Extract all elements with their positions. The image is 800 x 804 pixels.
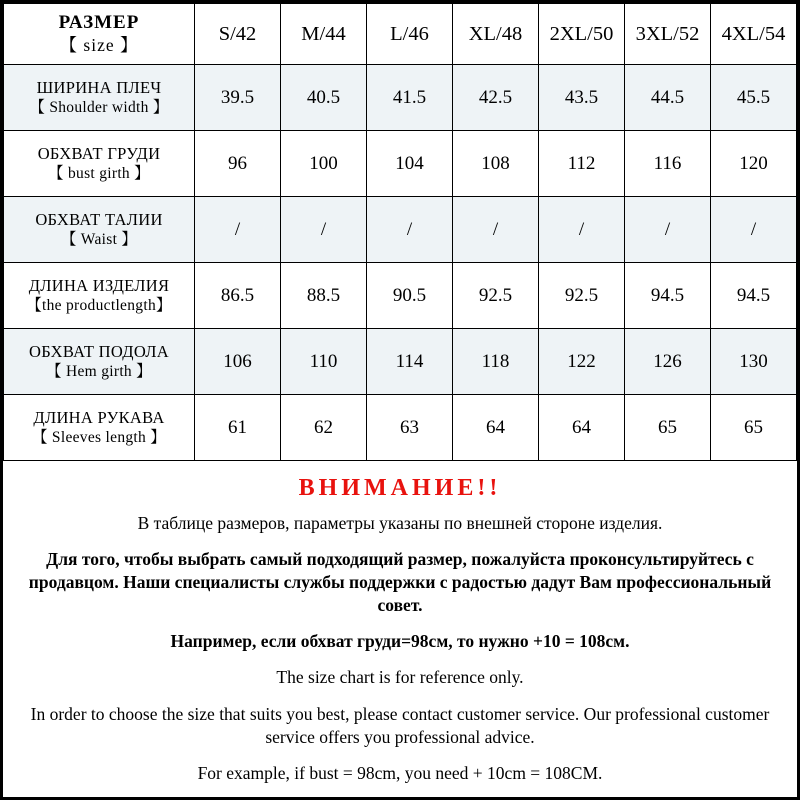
- cell-value: 45.5: [711, 65, 797, 131]
- cell-value: 120: [711, 131, 797, 197]
- cell-value: 63: [367, 395, 453, 461]
- row-label-ru: ДЛИНА ИЗДЕЛИЯ: [28, 275, 170, 295]
- cell-value: 104: [367, 131, 453, 197]
- cell-value: /: [625, 197, 711, 263]
- header-size-label-cell: [4, 4, 195, 65]
- cell-value: /: [453, 197, 539, 263]
- row-label-shoulder-width: [4, 65, 195, 131]
- row-label-ru: ОБХВАТ ГРУДИ: [37, 143, 161, 163]
- size-chart-table: [3, 3, 797, 461]
- cell-value: 94.5: [625, 263, 711, 329]
- header-size-2xl50: 2XL/50: [539, 4, 625, 65]
- cell-value: 94.5: [711, 263, 797, 329]
- table-row: [4, 263, 797, 329]
- cell-value: 88.5: [281, 263, 367, 329]
- row-label-waist: [4, 197, 195, 263]
- cell-value: 64: [539, 395, 625, 461]
- row-label-en: 【 Shoulder width 】: [29, 99, 169, 117]
- header-size-4xl54: 4XL/54: [711, 4, 797, 65]
- note-line-6: For example, if bust = 98cm, you need + 10cm = 108CM.: [197, 762, 603, 783]
- cell-value: 90.5: [367, 263, 453, 329]
- table-row: [4, 329, 797, 395]
- row-label-ru: ШИРИНА ПЛЕЧ: [36, 77, 162, 97]
- cell-value: 114: [367, 329, 453, 395]
- note-line-5: In order to choose the size that suits you best, please contact customer service. Our professional customer service offers you professional advice.: [30, 703, 770, 747]
- cell-value: 62: [281, 395, 367, 461]
- table-row: [4, 65, 797, 131]
- cell-value: 130: [711, 329, 797, 395]
- cell-value: 100: [281, 131, 367, 197]
- cell-value: 40.5: [281, 65, 367, 131]
- cell-value: 116: [625, 131, 711, 197]
- cell-value: 106: [195, 329, 281, 395]
- table-header-row: [4, 4, 797, 65]
- cell-value: /: [281, 197, 367, 263]
- notes-section: [3, 461, 797, 804]
- row-label-en: 【 bust girth 】: [48, 165, 150, 183]
- cell-value: 122: [539, 329, 625, 395]
- row-label-ru: ДЛИНА РУКАВА: [33, 407, 165, 427]
- cell-value: 39.5: [195, 65, 281, 131]
- cell-value: 92.5: [539, 263, 625, 329]
- cell-value: 126: [625, 329, 711, 395]
- cell-value: 44.5: [625, 65, 711, 131]
- row-label-sleeves-length: [4, 395, 195, 461]
- header-size-label-ru: РАЗМЕР: [58, 12, 140, 34]
- note-line-3: Например, если обхват груди=98см, то нужно +10 = 108см.: [170, 631, 630, 652]
- note-line-2: Для того, чтобы выбрать самый подходящий размер, пожалуйста проконсультируйтесь с продавцом. Наши специалисты службы поддержки с радостью дадут Вам профессиональный совет.: [28, 549, 772, 616]
- cell-value: 110: [281, 329, 367, 395]
- table-row: [4, 131, 797, 197]
- header-size-s42: S/42: [195, 4, 281, 65]
- header-size-xl48: XL/48: [453, 4, 539, 65]
- cell-value: 42.5: [453, 65, 539, 131]
- cell-value: 64: [453, 395, 539, 461]
- notes-title: ВНИМАНИЕ!!: [298, 475, 502, 501]
- row-label-en: 【 Waist 】: [60, 231, 138, 249]
- row-label-en: 【 Sleeves length 】: [31, 429, 167, 447]
- cell-value: 43.5: [539, 65, 625, 131]
- row-label-product-length: [4, 263, 195, 329]
- cell-value: 65: [711, 395, 797, 461]
- cell-value: 86.5: [195, 263, 281, 329]
- cell-value: 92.5: [453, 263, 539, 329]
- cell-value: 96: [195, 131, 281, 197]
- row-label-bust-girth: [4, 131, 195, 197]
- row-label-en: 【 Hem girth 】: [46, 363, 152, 381]
- cell-value: /: [539, 197, 625, 263]
- cell-value: 108: [453, 131, 539, 197]
- cell-value: /: [195, 197, 281, 263]
- table-row: [4, 395, 797, 461]
- header-size-3xl52: 3XL/52: [625, 4, 711, 65]
- note-line-4: The size chart is for reference only.: [276, 667, 524, 688]
- row-label-ru: ОБХВАТ ТАЛИИ: [35, 209, 163, 229]
- cell-value: 41.5: [367, 65, 453, 131]
- cell-value: 65: [625, 395, 711, 461]
- cell-value: 118: [453, 329, 539, 395]
- table-row: [4, 197, 797, 263]
- note-line-1: В таблице размеров, параметры указаны по внешней стороне изделия.: [137, 513, 663, 533]
- cell-value: /: [367, 197, 453, 263]
- row-label-en: 【the productlength】: [26, 297, 172, 315]
- header-size-l46: L/46: [367, 4, 453, 65]
- cell-value: 61: [195, 395, 281, 461]
- row-label-hem-girth: [4, 329, 195, 395]
- row-label-ru: ОБХВАТ ПОДОЛА: [29, 341, 169, 361]
- header-size-m44: M/44: [281, 4, 367, 65]
- cell-value: /: [711, 197, 797, 263]
- cell-value: 112: [539, 131, 625, 197]
- header-size-label-en: 【 size 】: [59, 34, 139, 55]
